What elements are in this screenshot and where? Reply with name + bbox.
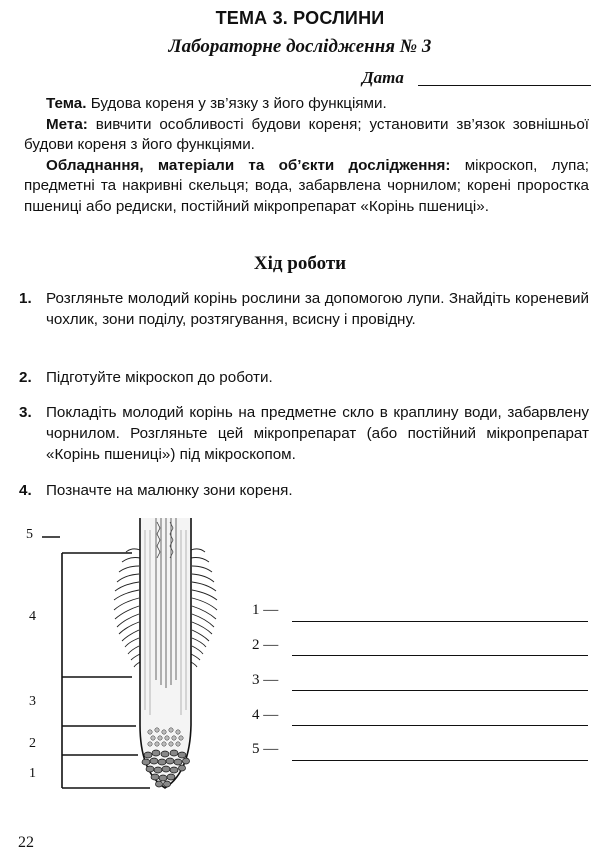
step-text: Підготуйте мікроскоп до роботи. — [46, 369, 273, 386]
zone-label-1: 1 — [29, 766, 36, 781]
answer-label-2: 2 — — [252, 637, 279, 653]
topic-title: ТЕМА 3. РОСЛИНИ — [215, 8, 385, 28]
goal-label: Мета: — [46, 115, 88, 133]
date-label: Дата — [362, 68, 404, 87]
step-number: 3. — [19, 404, 32, 421]
zone-label-5: 5 — [26, 527, 33, 542]
lab-title: Лабораторне дослідження № 3 — [168, 36, 432, 57]
equipment-label: Обладнання, матеріали та об’єкти дослідження: — [46, 156, 451, 174]
step-2 — [19, 367, 589, 388]
page-number: 22 — [18, 834, 34, 851]
answer-line-4[interactable] — [292, 725, 588, 726]
step-4 — [19, 480, 589, 501]
step-number: 4. — [19, 482, 32, 499]
answer-label-5: 5 — — [252, 741, 279, 757]
answer-label-1: 1 — — [252, 602, 279, 618]
goal-paragraph — [24, 115, 589, 156]
answer-line-1[interactable] — [292, 621, 588, 622]
procedure-title: Хід роботи — [253, 253, 347, 274]
zone-label-2: 2 — [29, 736, 36, 751]
topic-label: Тема. — [46, 95, 87, 112]
answer-line-5[interactable] — [292, 760, 588, 761]
step-1 — [19, 288, 589, 330]
root-cap — [142, 750, 190, 787]
intro-block — [24, 94, 589, 217]
answer-line-3[interactable] — [292, 690, 588, 691]
step-text: Розгляньте молодий корінь рослини за допомогою лупи. Знайдіть кореневий чохлик, зони поділу, розтягування, всисну і провідну. — [46, 290, 589, 328]
zone-label-4: 4 — [29, 609, 36, 624]
goal-text: вивчити особливості будови кореня; установити зв’язок зовнішньої будови кореня з його функціями. — [24, 115, 589, 153]
topic-text: Будова кореня у зв’язку з його функціями. — [86, 95, 387, 112]
answer-line-2[interactable] — [292, 655, 588, 656]
step-number: 1. — [19, 290, 32, 307]
zone-label-3: 3 — [29, 694, 36, 709]
equipment-text: мікроскоп, лупа; предметні та накривні скельця; вода, забарвлена чорнилом; корені проростка пшениці або редиски, постійний мікропрепарат «Корінь пшениці». — [24, 156, 590, 215]
answer-label-4: 4 — — [252, 707, 279, 723]
equipment-paragraph — [24, 156, 589, 218]
step-text: Позначте на малюнку зони кореня. — [46, 482, 293, 499]
root-diagram — [0, 510, 240, 800]
step-3 — [19, 402, 589, 465]
topic-paragraph — [24, 94, 589, 115]
step-number: 2. — [19, 369, 32, 386]
answer-label-3: 3 — — [252, 672, 279, 688]
date-input-line[interactable] — [418, 85, 591, 86]
root-body — [140, 518, 191, 788]
step-text: Покладіть молодий корінь на предметне скло в краплину води, забарвлену чорнилом. Розгляньте цей мікропрепарат (або постійний мікропрепарат «Корінь пшениці») під мікроскопом. — [46, 404, 589, 463]
